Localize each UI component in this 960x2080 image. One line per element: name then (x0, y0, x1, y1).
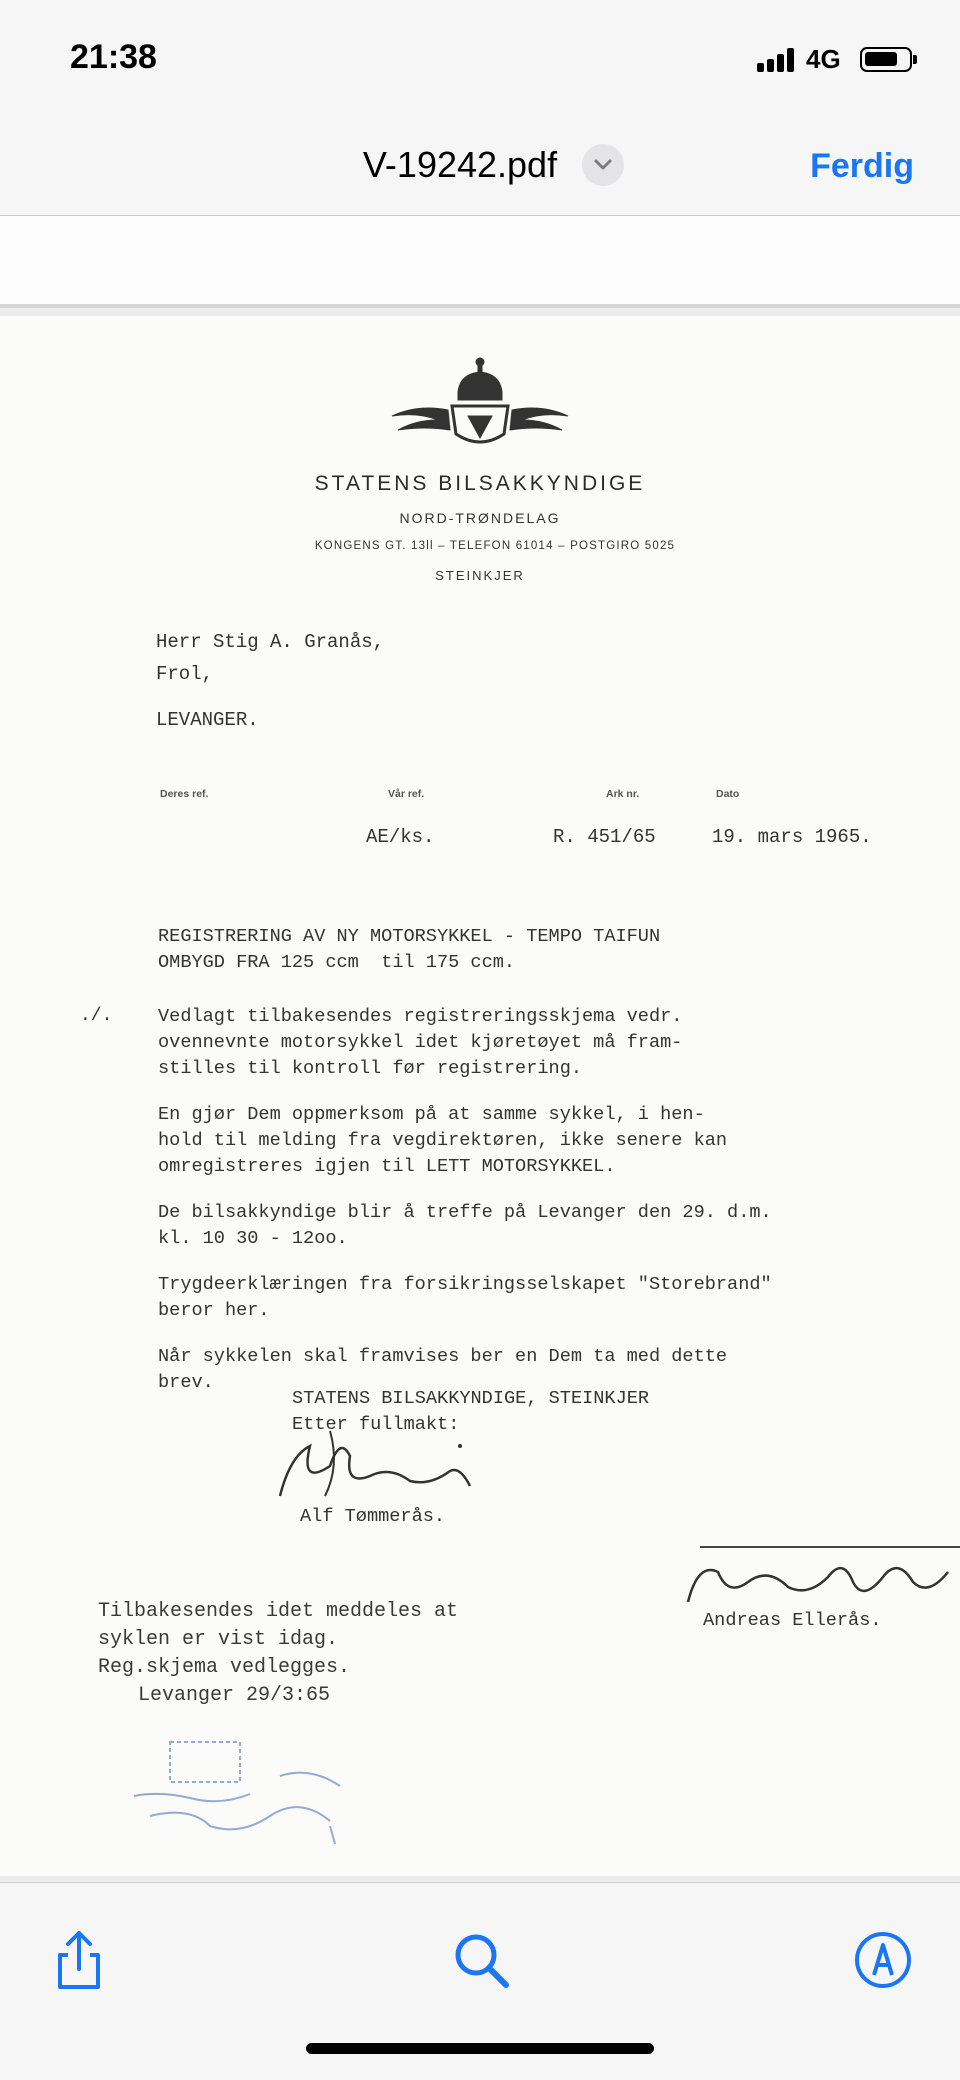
status-time: 21:38 (70, 38, 157, 76)
ark-nr-label: Ark nr. (606, 788, 640, 800)
signal-icon (757, 48, 797, 72)
ark-nr-value: R. 451/65 (553, 826, 656, 848)
blue-stamp (130, 1736, 370, 1846)
paragraph: Trygdeerklæringen fra forsikringsselskapet "Storebrand" beror her. (158, 1274, 772, 1321)
paragraph: Når sykkelen skal framvises ber en Dem ta med dette brev. (158, 1346, 728, 1393)
done-button[interactable]: Ferdig (810, 147, 914, 185)
letter-body (158, 924, 858, 1416)
search-icon (446, 1925, 516, 1995)
letterhead-city: STEINKJER (435, 568, 525, 583)
subject-line: OMBYGD FRA 125 ccm til 175 ccm. (158, 952, 516, 973)
previous-page-bottom (0, 216, 960, 308)
address-line: LEVANGER. (156, 709, 259, 731)
pdf-page (0, 316, 960, 1876)
navigation-bar (0, 110, 960, 216)
dato-value: 19. mars 1965. (712, 826, 872, 848)
share-icon (44, 1925, 114, 1995)
address-line: Frol, (156, 663, 214, 685)
network-type: 4G (806, 44, 841, 74)
pdf-viewer[interactable] (0, 216, 960, 1882)
handwritten-note: Tilbakesendes idet meddeles at syklen er vist idag. Reg.skjema vedlegges. Levanger 29/3:65 (98, 1600, 459, 1707)
signer-name-1: Alf Tømmerås. (300, 1506, 446, 1527)
coat-of-arms-logo (388, 354, 572, 466)
sign-authority: Etter fullmakt: (292, 1414, 460, 1435)
handwritten-signature-1 (270, 1426, 500, 1516)
markup-button[interactable] (848, 1925, 918, 1995)
address-line: Herr Stig A. Granås, (156, 631, 385, 653)
letter-subject (158, 924, 858, 976)
paragraph: En gjør Dem oppmerksom på at samme sykkel, i hen- hold til melding fra vegdirektøren, ikke senere kan omregistreres igjen til LETT MOTORSYKKEL. (158, 1104, 728, 1177)
var-ref-value: AE/ks. (366, 826, 435, 848)
dato-label: Dato (716, 788, 740, 800)
deres-ref-label: Deres ref. (160, 788, 209, 800)
letterhead-org: STATENS BILSAKKYNDIGE (314, 472, 646, 495)
search-button[interactable] (446, 1925, 516, 1995)
signature-line (700, 1546, 960, 1548)
handwritten-signature-2 (678, 1552, 958, 1612)
recipient-address (156, 626, 384, 736)
var-ref-label: Vår ref. (388, 788, 425, 800)
status-bar (0, 0, 960, 110)
share-button[interactable] (44, 1925, 114, 1995)
markup-icon (848, 1925, 918, 1995)
sign-org: STATENS BILSAKKYNDIGE, STEINKJER (292, 1388, 650, 1409)
title-menu-chevron-icon[interactable] (582, 144, 624, 186)
document-title[interactable]: V-19242.pdf (362, 144, 558, 185)
home-indicator[interactable] (306, 2043, 654, 2054)
letterhead-region: NORD-TRØNDELAG (399, 510, 561, 526)
subject-line: REGISTRERING AV NY MOTORSYKKEL - TEMPO TAIFUN (158, 926, 661, 947)
attachment-marker: ./. (80, 1006, 113, 1026)
paragraph: De bilsakkyndige blir å treffe på Levanger den 29. d.m. kl. 10 30 - 12oo. (158, 1202, 772, 1249)
signer-name-2: Andreas Ellerås. (703, 1610, 882, 1631)
paragraph: Vedlagt tilbakesendes registreringsskjema vedr. ovennevnte motorsykkel idet kjøretøyet må fram- stilles til kontroll før registrering. (158, 1006, 683, 1079)
battery-icon (860, 47, 912, 72)
letterhead-contact: KONGENS GT. 13ll – TELEFON 61014 – POSTGIRO 5025 (314, 540, 676, 552)
